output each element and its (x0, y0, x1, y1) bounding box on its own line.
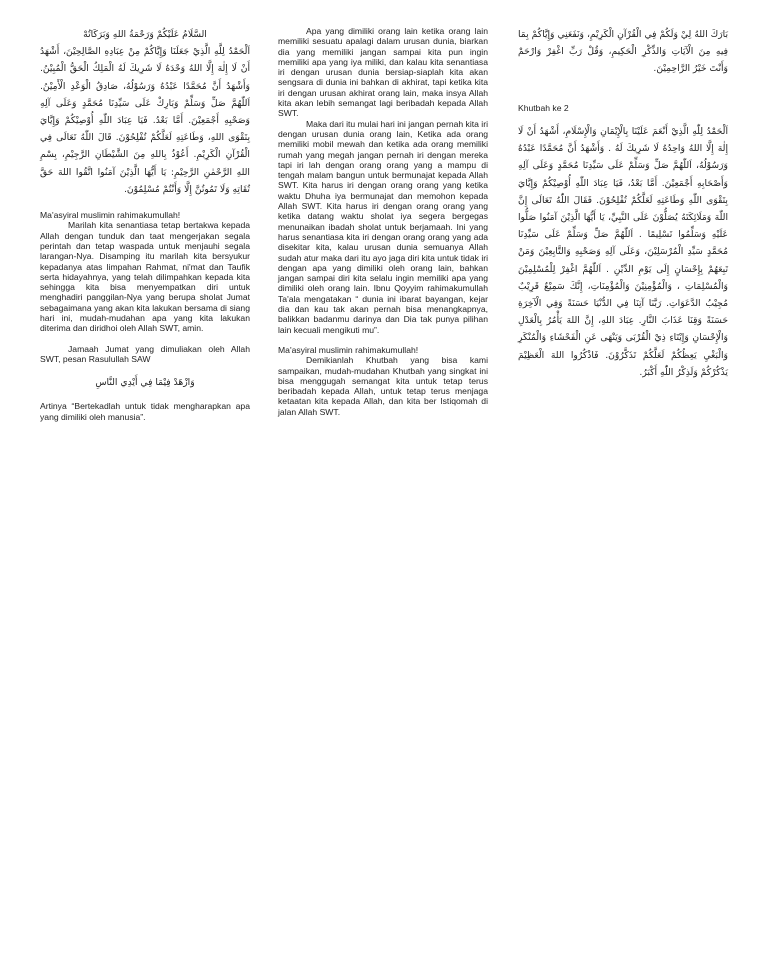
closing-prayer-arabic: بَارَكَ اللهُ لِيْ وَلَكُمْ فِي الْقُرْآنِ الْكَرِيْمِ، وَنَفَعَنِي وَإِيَّاكُمْ بِمَا فِيهِ مِنَ الْآيَاتِ وَالذِّكْرِ الْحَكِيمِ، وَقُلْ رَبِّ اغْفِرْ وَارْحَمْ وَأَنْتَ خَيْرُ الرَّاحِمِيْنَ. (518, 29, 728, 75)
spacer (40, 364, 250, 374)
greeting-line: Ma'asyiral muslimin rahimakumullah! (40, 210, 181, 221)
paragraph-iri-dunia: Apa yang dimiliki orang lain ketika orang lain memiliki sesuatu apalagi dalam urusan dunia, biarkan dia yang memiliki jangan sampai kita pun ingin memiliki apa yang iya miliki, dan kalau kita senantiasa iri dengan urusan dunia bersiap-siaplah kita akan sengsara di dunia ini bahkan di akhirat, tapi ketika kita iri dengan urusan akhirat orang lain, maka insya Allah kita akan lebih semangat lagi beribadah kepada Allah SWT. (278, 26, 488, 119)
paragraph-closing: Demikianlah Khutbah yang bisa kami sampaikan, mudah-mudahan Khutbah yang singkat ini bisa menggugah semangat kita untuk tetap terus beribadah kepada Allah, untuk tetap terus menjaga ketaatan kita kepada Allah, dan kita ber Istiqomah di jalan Allah SWT. (278, 355, 488, 417)
spacer (518, 78, 728, 103)
spacer (40, 198, 250, 210)
salam-greeting-arabic: السَّلَامُ عَلَيْكُمْ وَرَحْمَةُ اللهِ وَبَرَكَاتُهْ (83, 29, 207, 40)
khutbah-2-arabic: اَلْحَمْدُ لِلّٰهِ الَّذِيْ أَنْعَمَ عَلَيْنَا بِالْإِيْمَانِ وَالْإِسْلَامِ، أَشْهَدُ أَنْ لَا إِلٰهَ إِلَّا اللهُ وَاحِدُهُ لَا شَرِيكَ لَهُ . وَأَشْهَدُ أَنَّ مُحَمَّدًا عَبْدُهُ وَرَسُوْلُهُ، اَللّٰهُمَّ صَلِّ وَسَلِّمْ عَلَى سَيِّدِنَا مُحَمَّدٍ وَعَلَى آلِهِ وَأَصْحَابِهِ أَجْمَعِيْنَ. أَمَّا بَعْدُ، فَيَا عِبَادَ اللّٰهِ أُوْصِيْكُمْ وَإِيَّايَ بِتَقْوَى اللّٰهِ وَطَاعَتِهِ لَعَلَّكُمْ تُفْلِحُوْنَ. فَقَالَ اللّٰهُ تَعَالَى إِنَّ اللّٰهَ وَمَلَائِكَتَهُ يُصَلُّوْنَ عَلَى النَّبِيِّ، يَا أَيُّهَا الَّذِيْنَ آمَنُوا صَلُّوا عَلَيْهِ وَسَلِّمُوا تَسْلِيمًا . اَللّٰهُمَّ صَلِّ وَسَلِّمْ عَلَى سَيِّدِنَا مُحَمَّدٍ سَيِّدِ الْمُرْسَلِيْنَ، وَعَلَى آلِهِ وَصَحْبِهِ وَالتَّابِعِيْنَ وَمَنْ تَبِعَهُمْ بِإِحْسَانٍ إِلَى يَوْمِ الدِّيْنِ . اَللّٰهُمَّ اغْفِرْ لِلْمُسْلِمِيْنَ وَالْمُسْلِمَاتِ ، وَالْمُؤْمِنِيْنَ وَالْمُؤْمِنَاتِ، إِنَّكَ سَمِيْعٌ قَرِيْبٌ مُجِيْبُ الدَّعَوَاتِ. رَبَّنَا آتِنَا فِي الدُّنْيَا حَسَنَةً وَفِي الْآخِرَةِ حَسَنَةً وَقِنَا عَذَابَ النَّارِ. عِبَادَ اللهِ، إِنَّ اللهَ يَأْمُرُ بِالْعَدْلِ وَالْإِحْسَانِ وَإِيْتَاءِ ذِيْ الْقُرْبَى وَيَنْهَى عَنِ الْفَحْشَاءِ وَالْمُنْكَرِ وَالْبَغْيِ يَعِظُكُمْ لَعَلَّكُمْ تَذَكَّرُوْنَ. فَاذْكُرُوا اللهَ الْعَظِيْمَ يَذْكُرْكُمْ وَلَذِكْرُ اللّٰهِ أَكْبَرُ. (518, 125, 728, 378)
paragraph-jamaah: Jamaah Jumat yang dimuliakan oleh Allah SWT, pesan Rasulullah SAW (40, 343, 250, 364)
opening-khutbah-arabic: اَلْحَمْدُ لِلَّهِ الَّذِيْ جَعَلَنَا وَإِيَّاكُمْ مِنْ عِبَادِهِ الصَّالِحِيْنَ، أَشْهَدُ أَنْ لَا إِلٰهَ إِلَّا اللهُ وَحْدَهُ لَا شَرِيكَ لَهُ الْمَلِكُ الْحَقُّ الْمُبِيْنُ. وَأَشْهَدُ أَنَّ مُحَمَّدًا عَبْدُهُ وَرَسُوْلُهُ، صَادِقُ الْوَعْدِ الْأَمِيْنُ. اَللّٰهُمَّ صَلِّ وَسَلِّمْ وَبَارِكْ عَلَى سَيِّدِنَا مُحَمَّدٍ وَعَلَى آلِهِ وَصَحْبِهِ أَجْمَعِيْنَ. أَمَّا بَعْدُ. فَيَا عِبَادَ اللّٰهِ أُوْصِيْكُمْ وَإِيَّايَ بِتَقْوَى اللهِ، وَطَاعَتِهِ لَعَلَّكُمْ تُفْلِحُوْنَ. قَالَ اللّٰهُ تَعَالَى فِي الْقُرْآنِ الْكَرِيْمِ. أَعُوْذُ بِاللهِ مِنَ الشَّيْطَانِ الرَّجِيْمِ، بِسْمِ اللهِ الرَّحْمٰنِ الرَّحِيْمِ: يَا أَيُّهَا الَّذِيْنَ آمَنُوا اتَّقُوا اللهَ حَقَّ تُقَاتِهِ وَلَا تَمُوتُنَّ إِلَّا وَأَنْتُمْ مُسْلِمُوْنَ. (40, 46, 250, 195)
column-right (518, 26, 728, 381)
hadith-translation: Artinya “Bertekadlah untuk tidak mengharapkan apa yang dimiliki oleh manusia”. (40, 401, 250, 422)
spacer (278, 335, 488, 345)
paragraph-maka-dari-itu: Maka dari itu mulai hari ini jangan pernah kita iri dengan urusan dunia orang lain, Ketika ada orang memiliki mobil mewah dan ketika ada orang memiliki rumah yang megah jangan pernah iri dengan mereka tapi iri lah dengan orang orang yang a mampu di tengah malam bangun untuk bermunajat kepada Allah SWT. Kita harus iri dengan orang orang yang ketika waktu Dhuha iya bermunajat dan memohon kepada Allah SWT. Kita harus iri dengan orang orang yang ketika datang waktu sholat iya segera bergegas menunaikan ibadah sholat untuk berjamaah. Ini yang harus senantiasa kita iri dengan orang orang yang ada disekitar kita, kalau urusan dunia semuanya Allah sudah atur maka dari itu ayo jaga diri kita untuk tidak iri dengan apa yang dimiliki oleh orang lain, bahkan jangan sampai diri kita selalu ingin memiliki apa yang dimiliki oleh orang lain. Ibnu Qoyyim rahimakumullah Ta'ala mengatakan “ dunia ini ibarat bayangan, kejar dia dan kau tak akan pernah bisa menangkapnya, balikkan badanmu darinya dan Dia tak punya pilihan lain kecuali mengikuti mu”. (278, 118, 488, 335)
paragraph-taqwa: Marilah kita senantiasa tetap bertakwa kepada Allah dengan tunduk dan taat mengerjakan segala perintah dan tetap waspada untuk menjauhi segala larangan-Nya. Disamping itu marilah kita bersyukur kepadanya atas limpahan Rahmat, ni'mat dan Taufik serta hidayahnya, yang telah dilimpahkan kepada kita sehingga kita bisa menyempatkan diri untuk menghadiri panggilan-Nya yang berupa sholat Jumat sebagaimana yang akan kita lakukan bersama di siang hari ini, mudah-mudahan apa yang kita lakukan diterima dan diridhoi oleh Allah SWT, amin. (40, 220, 250, 334)
spacer (40, 334, 250, 344)
column-left (40, 26, 250, 422)
section-heading-khutbah-2: Khutbah ke 2 (518, 102, 569, 113)
column-middle (278, 26, 488, 417)
spacer (40, 391, 250, 401)
greeting-line: Ma'asyiral muslimin rahimakumullah! (278, 344, 419, 355)
spacer (518, 113, 728, 123)
hadith-arabic: وَازْهَدْ فِيْمَا فِي أَيْدِي النَّاسِ (95, 377, 195, 389)
